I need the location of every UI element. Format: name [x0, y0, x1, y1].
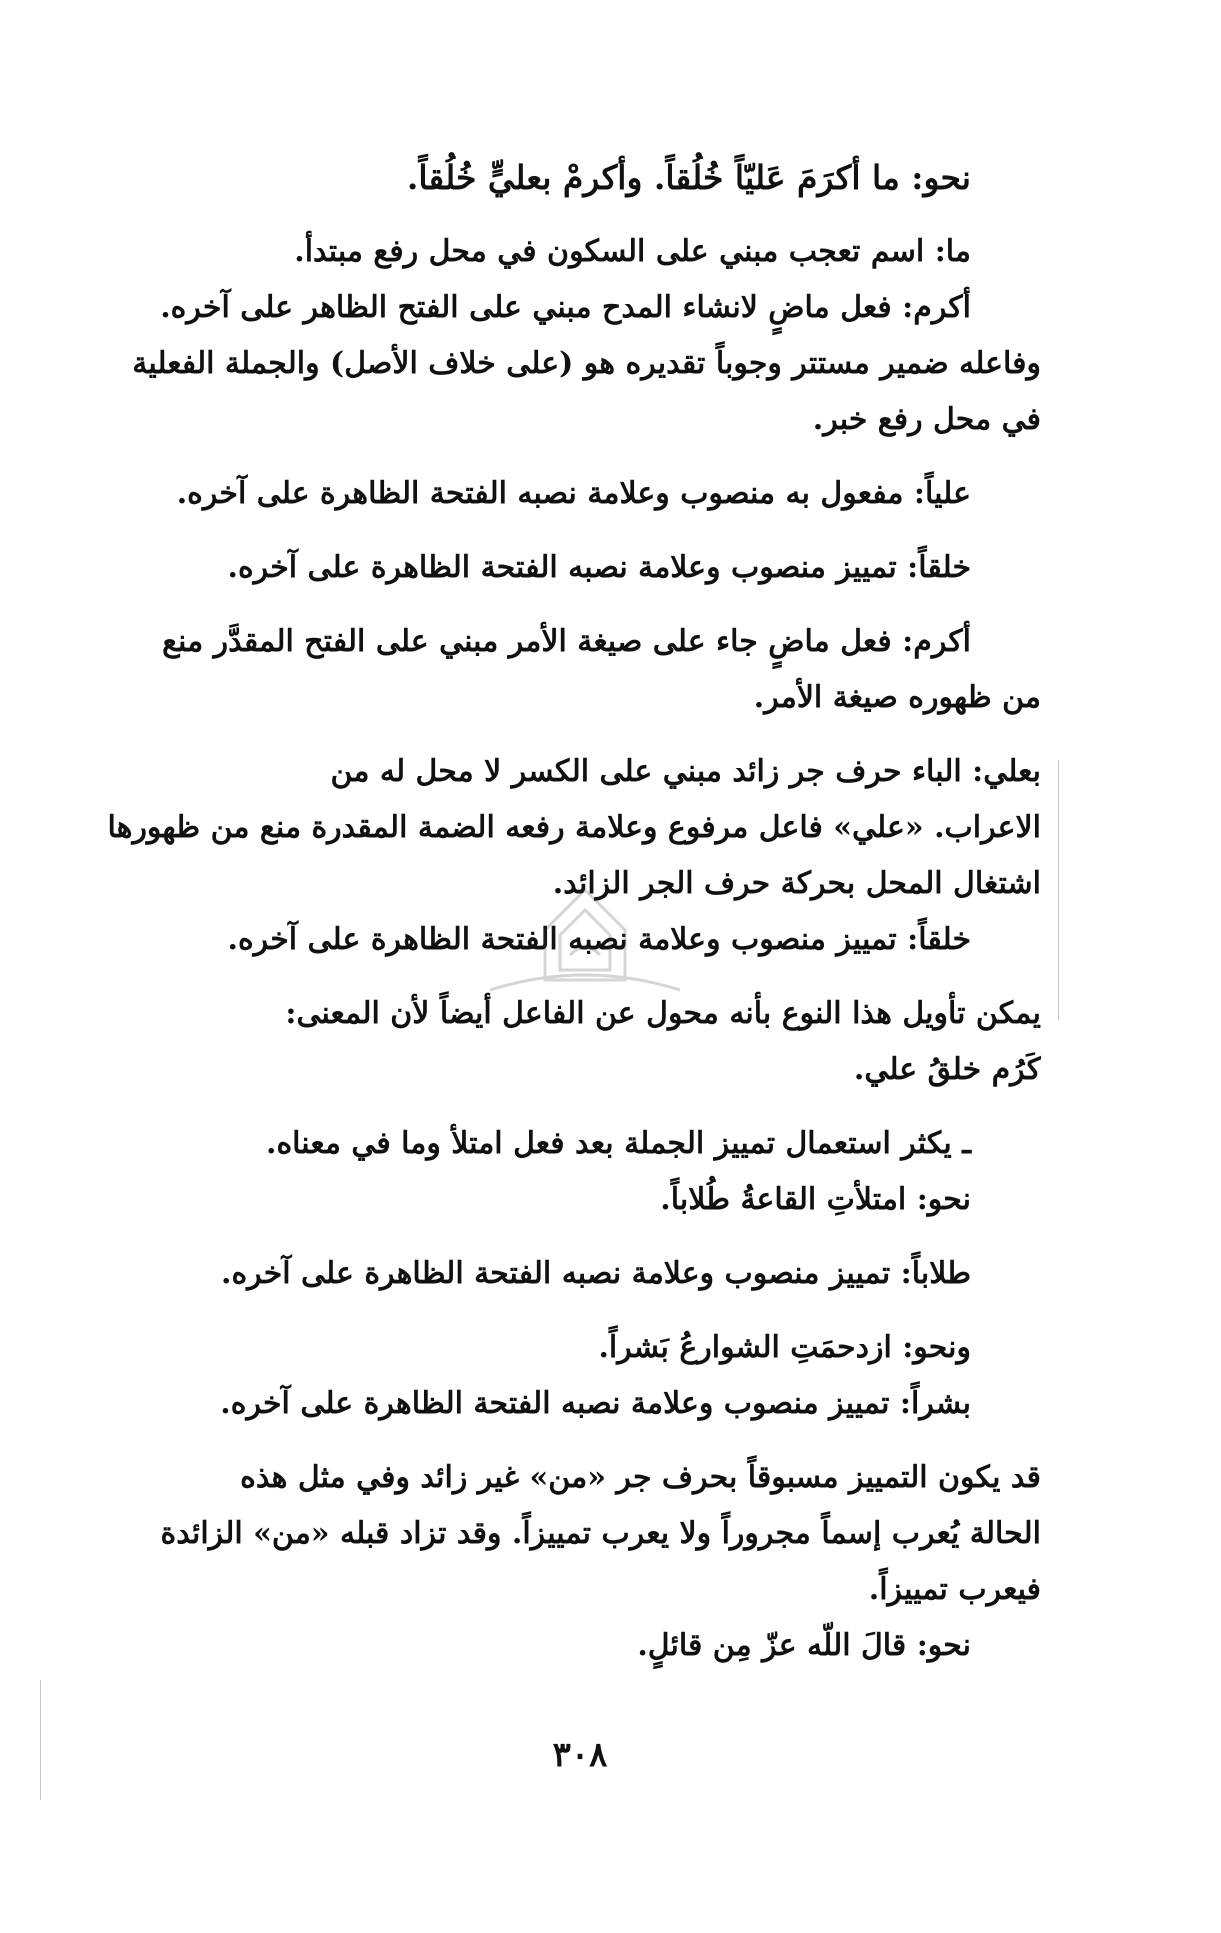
text-line: أكرم: فعل ماضٍ لانشاء المدح مبني على الفتح الظاهر على آخره. — [160, 290, 971, 325]
paragraph-gap — [95, 206, 1041, 224]
text-line: كَرُم خلقُ علي. — [853, 1052, 1041, 1087]
scan-margin-line — [40, 1680, 41, 1800]
library-seal-watermark — [470, 860, 700, 1010]
paragraph-gap — [95, 1432, 1041, 1450]
paragraph-gap — [95, 1228, 1041, 1246]
paragraph-gap — [95, 1302, 1041, 1320]
text-line: الاعراب. «علي» فاعل مرفوع وعلامة رفعه الضمة المقدرة منع من ظهورها — [107, 810, 1041, 845]
text-line: طلاباً: تمييز منصوب وعلامة نصبه الفتحة الظاهرة على آخره. — [221, 1256, 971, 1291]
text-line: نحو: امتلأتِ القاعةُ طُلاباً. — [660, 1182, 971, 1217]
paragraph-gap — [95, 726, 1041, 744]
text-line: نحو: قالَ اللّه عزّ مِن قائلٍ. — [637, 1628, 971, 1663]
paragraph-gap — [95, 448, 1041, 466]
text-line: قد يكون التمييز مسبوقاً بحرف جر «من» غير زائد وفي مثل هذه — [240, 1460, 1041, 1495]
text-line: فيعرب تمييزاً. — [868, 1572, 1041, 1607]
text-line: وفاعله ضمير مستتر وجوباً تقديره هو (على خلاف الأصل) والجملة الفعلية — [132, 346, 1041, 381]
text-line: ما: اسم تعجب مبني على السكون في محل رفع مبتدأ. — [294, 234, 971, 269]
text-line: نحو: ما أكرَمَ عَليّاً خُلُقاً. وأكرمْ بعليٍّ خُلُقاً. — [406, 158, 971, 197]
text-line: اشتغال المحل بحركة حرف الجر الزائد. — [552, 866, 1041, 901]
text-line: بعلي: الباء حرف جر زائد مبني على الكسر لا محل له من — [330, 754, 1041, 789]
scan-margin-line — [1058, 760, 1059, 1020]
text-line: الحالة يُعرب إسماً مجروراً ولا يعرب تمييزاً. وقد تزاد قبله «من» الزائدة — [160, 1516, 1041, 1551]
text-line: خلقاً: تمييز منصوب وعلامة نصبه الفتحة الظاهرة على آخره. — [227, 550, 971, 585]
text-line: ونحو: ازدحمَتِ الشوارعُ بَشراً. — [598, 1330, 971, 1365]
text-line: علياً: مفعول به منصوب وعلامة نصبه الفتحة الظاهرة على آخره. — [176, 476, 971, 511]
text-line: بشراً: تمييز منصوب وعلامة نصبه الفتحة الظاهرة على آخره. — [220, 1386, 971, 1421]
paragraph-gap — [95, 1098, 1041, 1116]
text-line: ـ يكثر استعمال تمييز الجملة بعد فعل امتلأ وما في معناه. — [266, 1126, 971, 1161]
text-line: يمكن تأويل هذا النوع بأنه محول عن الفاعل أيضاً لأن المعنى: — [285, 996, 1041, 1031]
paragraph-gap — [95, 596, 1041, 614]
text-line: في محل رفع خبر. — [812, 402, 1041, 437]
text-line: خلقاً: تمييز منصوب وعلامة نصبه الفتحة الظاهرة على آخره. — [227, 922, 971, 957]
page-number: ٣٠٨ — [552, 1735, 608, 1775]
text-line: من ظهوره صيغة الأمر. — [753, 680, 1041, 715]
text-line: أكرم: فعل ماضٍ جاء على صيغة الأمر مبني على الفتح المقدَّر منع — [162, 624, 971, 659]
paragraph-gap — [95, 522, 1041, 540]
